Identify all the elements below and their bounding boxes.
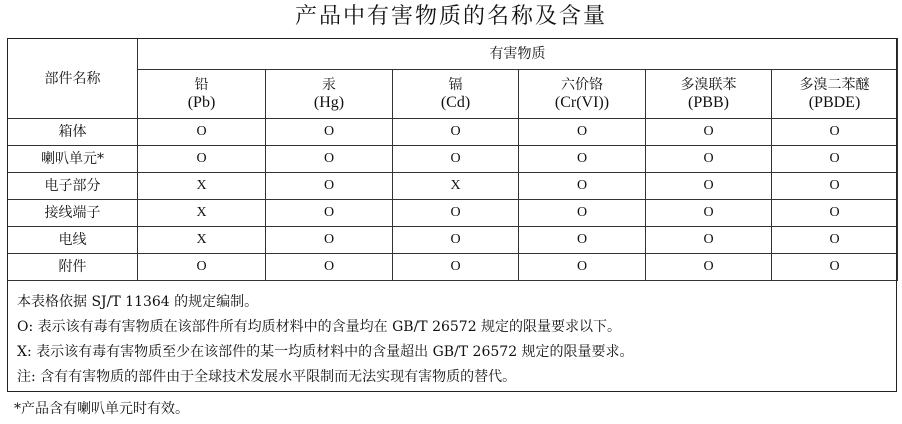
substance-value-cell: O: [266, 146, 393, 173]
part-name-header: 部件名称: [8, 39, 138, 119]
note-standard: 本表格依据 SJ/T 11364 的规定编制。: [17, 294, 259, 310]
substance-name: 多溴二苯醚: [799, 77, 870, 93]
substance-symbol: (Hg): [313, 94, 345, 111]
part-name-cell: 箱体: [8, 119, 138, 146]
substance-value-cell: O: [393, 200, 519, 227]
footnote: *产品含有喇叭单元时有效。: [14, 401, 189, 417]
table-frame: [7, 38, 897, 392]
note-remark: 注: 含有有害物质的部件由于全球技术发展水平限制而无法实现有害物质的替代。: [17, 369, 517, 385]
substance-value-cell: O: [266, 173, 393, 200]
substance-value-cell: O: [266, 200, 393, 227]
substance-value-cell: O: [519, 200, 646, 227]
part-name-cell: 喇叭单元*: [8, 146, 138, 173]
substance-value-cell: X: [138, 200, 266, 227]
note-x-definition: X: 表示该有毒有害物质至少在该部件的某一均质材料中的含量超出 GB/T 26572 规定的限量要求。: [17, 344, 634, 360]
substance-value-cell: O: [393, 146, 519, 173]
substance-name: 镉: [448, 77, 463, 93]
substance-symbol: (PBB): [688, 94, 729, 111]
substance-value-cell: O: [646, 119, 772, 146]
page-title: 产品中有害物质的名称及含量: [294, 4, 607, 29]
substance-name: 多溴联苯: [680, 77, 737, 93]
substance-value-cell: O: [266, 119, 393, 146]
substance-value-cell: X: [393, 173, 519, 200]
substance-name: 汞: [322, 77, 336, 93]
substance-value-cell: O: [772, 146, 898, 173]
substance-value-cell: O: [772, 227, 898, 254]
substance-value-cell: O: [266, 254, 393, 281]
substance-value-cell: O: [393, 119, 519, 146]
hazardous-substances-header: 有害物质: [138, 39, 898, 70]
part-name-cell: 接线端子: [8, 200, 138, 227]
part-name-cell: 附件: [8, 254, 138, 281]
substance-value-cell: O: [519, 173, 646, 200]
part-name-cell: 电线: [8, 227, 138, 254]
substance-symbol: (Pb): [187, 94, 216, 111]
substance-value-cell: O: [138, 119, 266, 146]
substance-value-cell: O: [646, 200, 772, 227]
substance-name: 六价铬: [561, 77, 603, 93]
substance-value-cell: O: [266, 227, 393, 254]
substance-name: 铅: [194, 77, 209, 93]
substance-symbol: (Cd): [440, 94, 471, 111]
substance-value-cell: X: [138, 227, 266, 254]
substance-value-cell: X: [138, 173, 266, 200]
substance-value-cell: O: [393, 254, 519, 281]
note-o-definition: O: 表示该有毒有害物质在该部件所有均质材料中的含量均在 GB/T 26572 规定的限量要求以下。: [17, 319, 622, 335]
substance-value-cell: O: [772, 254, 898, 281]
substance-value-cell: O: [646, 146, 772, 173]
substance-value-cell: O: [138, 254, 266, 281]
substance-value-cell: O: [393, 227, 519, 254]
substance-value-cell: O: [772, 200, 898, 227]
substance-value-cell: O: [519, 254, 646, 281]
part-name-cell: 电子部分: [8, 173, 138, 200]
substance-value-cell: O: [519, 227, 646, 254]
substance-value-cell: O: [772, 173, 898, 200]
substance-value-cell: O: [646, 173, 772, 200]
substance-value-cell: O: [646, 227, 772, 254]
substance-symbol: (PBDE): [808, 94, 861, 111]
substance-value-cell: O: [519, 146, 646, 173]
substance-value-cell: O: [138, 146, 266, 173]
substance-value-cell: O: [519, 119, 646, 146]
substance-symbol: (Cr(VI)): [554, 94, 610, 111]
substance-value-cell: O: [646, 254, 772, 281]
substance-value-cell: O: [772, 119, 898, 146]
